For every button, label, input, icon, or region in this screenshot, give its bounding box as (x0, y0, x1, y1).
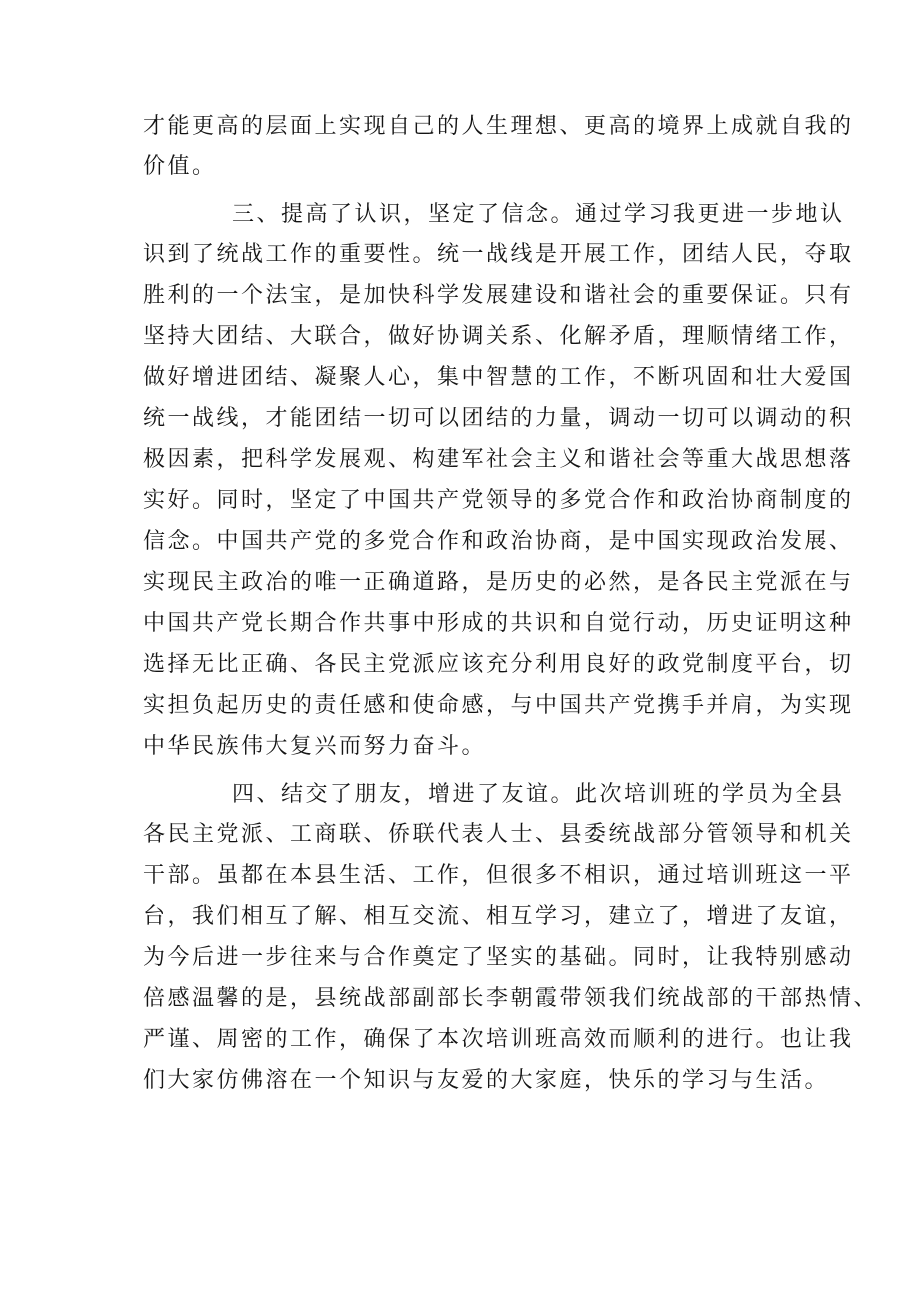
text-line: 们大家仿佛溶在一个知识与友爱的大家庭，快乐的学习与生活。 (143, 1068, 830, 1093)
text-line: 干部。虽都在本县生活、工作，但很多不相识，通过培训班这一平 (143, 863, 854, 888)
text-line: 中华民族伟大复兴而努力奋斗。 (143, 734, 487, 759)
text-line: 识到了统战工作的重要性。统一战线是开展工作，团结人民，夺取 (143, 242, 854, 267)
text-line: 极因素，把科学发展观、构建军社会主义和谐社会等重大战思想落 (143, 447, 854, 472)
paragraph-heading-3: 三、提高了认识，坚定了信念。通过学习我更进一步地认 (232, 202, 845, 227)
text-line: 倍感温馨的是，县统战部副部长李朝霞带领我们统战部的干部热情、 (143, 986, 879, 1011)
text-line: 各民主党派、工商联、侨联代表人士、县委统战部分管领导和机关 (143, 822, 854, 847)
text-line: 才能更高的层面上实现自己的人生理想、更高的境界上成就自我的 (143, 114, 854, 139)
text-line: 实担负起历史的责任感和使命感，与中国共产党携手并肩，为实现 (143, 693, 854, 718)
text-line: 选择无比正确、各民主党派应该充分利用良好的政党制度平台，切 (143, 652, 854, 677)
text-line: 坚持大团结、大联合，做好协调关系、化解矛盾，理顺情绪工作， (143, 324, 854, 349)
text-line: 为今后进一步往来与合作奠定了坚实的基础。同时，让我特别感动 (143, 945, 854, 970)
text-line: 台，我们相互了解、相互交流、相互学习，建立了，增进了友谊， (143, 904, 854, 929)
text-line: 中国共产党长期合作共事中形成的共识和自觉行动，历史证明这种 (143, 611, 854, 636)
text-line: 实好。同时，坚定了中国共产党领导的多党合作和政治协商制度的 (143, 488, 854, 513)
text-line: 统一战线，才能团结一切可以团结的力量，调动一切可以调动的积 (143, 406, 854, 431)
text-line: 严谨、周密的工作，确保了本次培训班高效而顺利的进行。也让我 (143, 1027, 854, 1052)
text-line: 信念。中国共产党的多党合作和政治协商，是中国实现政治发展、 (143, 529, 854, 554)
text-line: 做好增进团结、凝聚人心，集中智慧的工作，不断巩固和壮大爱国 (143, 365, 854, 390)
text-line: 胜利的一个法宝，是加快科学发展建设和谐社会的重要保证。只有 (143, 283, 854, 308)
text-line: 实现民主政冶的唯一正确道路，是历史的必然，是各民主党派在与 (143, 570, 854, 595)
text-line: 价值。 (143, 154, 217, 179)
paragraph-heading-4: 四、结交了朋友，增进了友谊。此次培训班的学员为全县 (232, 782, 845, 807)
